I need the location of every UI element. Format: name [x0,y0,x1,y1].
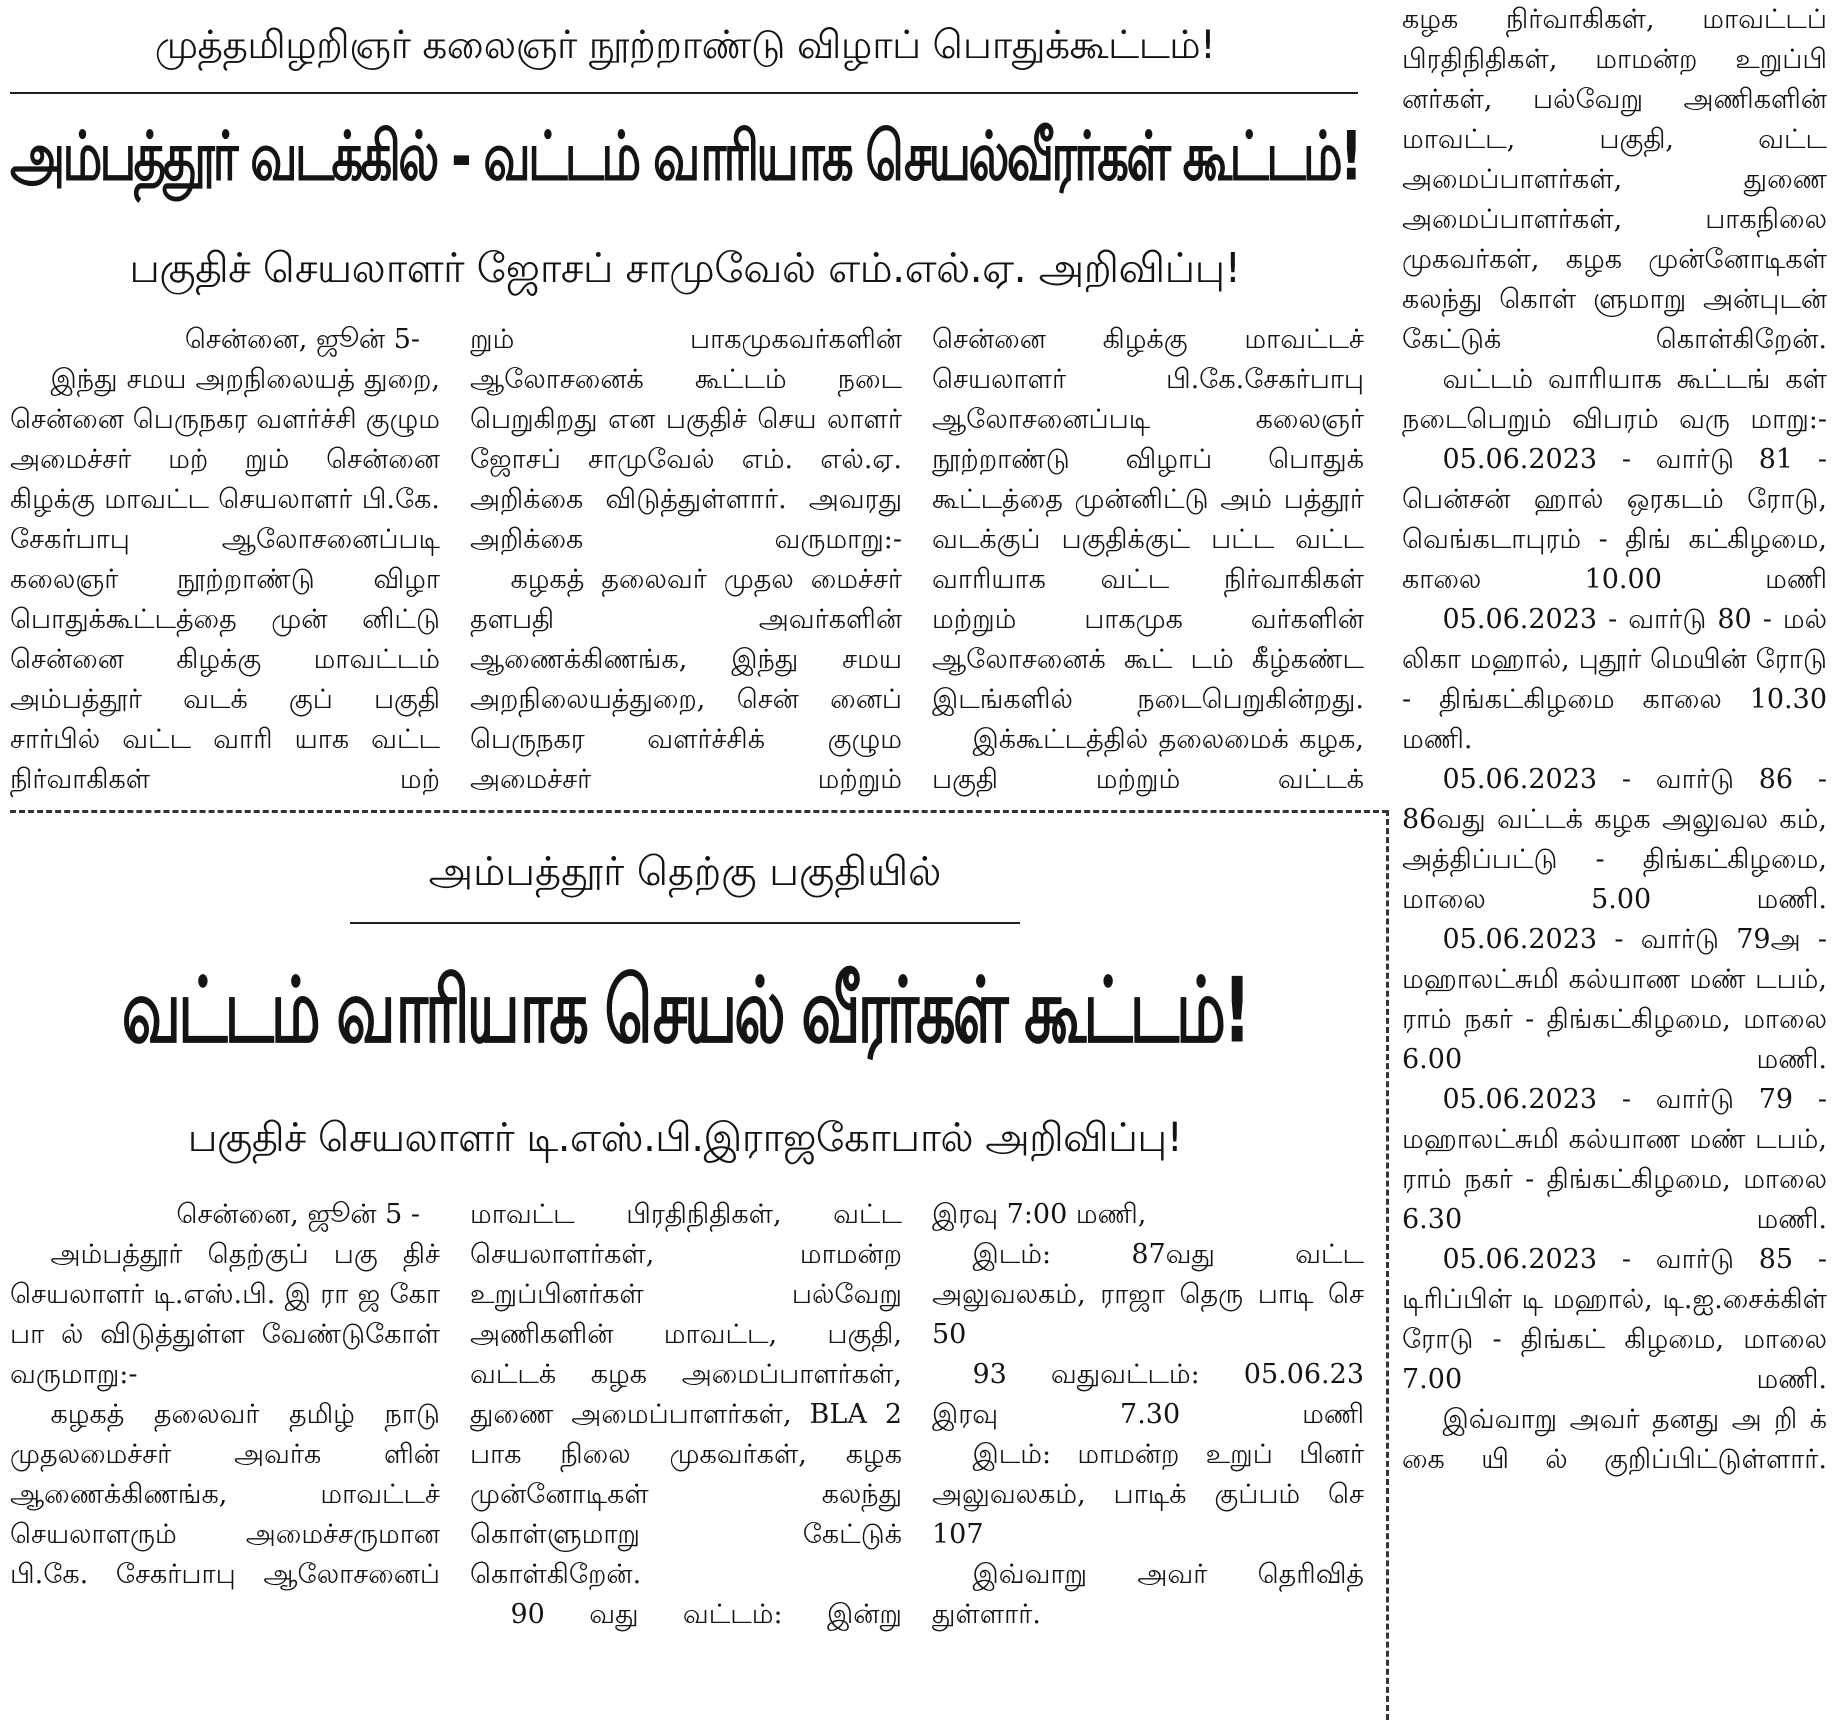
article2-paragraph: 90 வது வட்டம்: இன்று [510,1599,902,1630]
article1-closing: இவ்வாறு அவர் தனது அ றி க் கை யி ல் குறிப்பிட்டுள்ளார். [1402,1404,1827,1475]
schedule-entry: 05.06.2023 - வார்டு 80 - மல் லிகா மஹால், புதூர் மெயின் ரோடு - திங்கட்கிழமை காலை 10.30 மணி. [1402,604,1827,755]
article2-paragraph: இடம்: 87வது வட்ட அலுவலகம், ராஜா தெரு பாடி செ 50 [932,1239,1364,1350]
article2-column-1 [10,1195,440,1595]
article2-column-3 [932,1195,1364,1635]
article1-paragraph: சென்னை கிழக்கு மாவட்டச் செயலாளர் பி.கே.சேகர்பாபு ஆலோசனைப்படி கலைஞர் நூற்றாண்டு விழாப் பொதுக் கூட்டத்தை முன்னிட்டு அம் பத்தூர் வடக்குப் பகுதிக்குட் பட்ட வட்ட வாரியாக வட்ட நிர்வாகிகள் மற்றும் பாகமுக வர்களின் ஆலோசனைக் கூட் டம் கீழ்கண்ட இடங்களில் நடைபெறுகின்றது. [932,324,1364,715]
article1-column-3 [932,320,1364,800]
article2-paragraph: இடம்: மாமன்ற உறுப் பினர் அலுவலகம், பாடிக் குப்பம் செ 107 [932,1439,1364,1550]
article1-kicker: முத்தமிழறிஞர் கலைஞர் நூற்றாண்டு விழாப் பொதுக்கூட்டம்! [154,23,1216,68]
article2-box-top-border [10,810,1388,813]
article2-column-2 [470,1195,902,1635]
article1-column-4 [1402,0,1827,1480]
article1-paragraph: கழகத் தலைவர் முதல மைச்சர் தளபதி அவர்களின் ஆணைக்கிணங்க, இந்து சமய அறநிலையத்துறை, சென் னைப் பெருநகர வளர்ச்சிக் குழும அமைச்சர் மற்றும் [470,564,902,795]
article2-box-right-border [1386,810,1389,1720]
article1-subheadline: பகுதிச் செயலாளர் ஜோசப் சாமுவேல் எம்.எல்.ஏ. அறிவிப்பு! [129,244,1241,292]
article2-paragraph: மாவட்ட பிரதிநிதிகள், வட்ட செயலாளர்கள், மாமன்ற உறுப்பினர்கள் பல்வேறு அணிகளின் மாவட்ட, பகுதி, வட்டக் கழக அமைப்பாளர்கள், துணை அமைப்பாளர்கள், BLA 2 பாக நிலை முகவர்கள், கழக முன்னோடிகள் கலந்து கொள்ளுமாறு கேட்டுக் கொள்கிறேன். [470,1199,902,1590]
article1-paragraph: இந்து சமய அறநிலையத் துறை, சென்னை பெருநகர வளர்ச்சி குழும அமைச்சர் மற் றும் சென்னை கிழக்கு மாவட்ட செயலாளர் பி.கே. சேகர்பாபு ஆலோசனைப்படி கலைஞர் நூற்றாண்டு விழா பொதுக்கூட்டத்தை முன் னிட்டு சென்னை கிழக்கு மாவட்டம் அம்பத்தூர் வடக் குப் பகுதி சார்பில் வட்ட வாரி யாக வட்ட நிர்வாகிகள் மற் [10,364,440,795]
article1-dateline: சென்னை, ஜூன் 5- [184,324,420,355]
article2-dateline: சென்னை, ஜூன் 5 - [176,1199,420,1230]
article2-paragraph: கழகத் தலைவர் தமிழ் நாடு முதலமைச்சர் அவர்க ளின் ஆணைக்கிணங்க, மாவட்டச் செயலாளரும் அமைச்சருமான பி.கே. சேகர்பாபு ஆலோசனைப் [10,1399,440,1590]
article1-paragraph: கழக நிர்வாகிகள், மாவட்டப் பிரதிநிதிகள், மாமன்ற உறுப்பி னர்கள், பல்வேறு அணிகளின் மாவட்ட, பகுதி, வட்ட அமைப்பாளர்கள், துணை அமைப்பாளர்கள், பாகநிலை முகவர்கள், கழக முன்னோடிகள் கலந்து கொள் ளுமாறு அன்புடன் கேட்டுக் கொள்கிறேன். [1402,4,1827,355]
schedule-entry: 05.06.2023 - வார்டு 79 - மஹாலட்சுமி கல்யாண மண் டபம், ராம் நகர் - திங்கட்கிழமை, மாலை 6.30 மணி. [1402,1084,1827,1235]
article2-paragraph: அம்பத்தூர் தெற்குப் பகு திச் செயலாளர் டி.எஸ்.பி. இ ரா ஜ கோ பா ல் விடுத்துள்ள வேண்டுகோள் வருமாறு:- [10,1239,440,1390]
article1-paragraph: இக்கூட்டத்தில் தலைமைக் கழக, பகுதி மற்றும் வட்டக் [932,724,1364,795]
article2-kicker: அம்பத்தூர் தெற்கு பகுதியில் [428,849,942,895]
article2-subheadline: பகுதிச் செயலாளர் டி.எஸ்.பி.இராஜகோபால் அறிவிப்பு! [187,1115,1183,1161]
schedule-entry: 05.06.2023 - வார்டு 85 - டிரிப்பிள் டி மஹால், டி.ஐ.சைக்கிள் ரோடு - திங்கட் கிழமை, மாலை 7.00 மணி. [1402,1244,1827,1395]
schedule-entry: 05.06.2023 - வார்டு 86 - 86வது வட்டக் கழக அலுவல கம், அத்திப்பட்டு - திங்கட்கிழமை, மாலை 5.00 மணி. [1402,764,1827,915]
article1-paragraph: வட்டம் வாரியாக கூட்டங் கள் நடைபெறும் விபரம் வரு மாறு:- [1402,364,1827,435]
article2-closing: இவ்வாறு அவர் தெரிவித் துள்ளார். [932,1559,1364,1630]
article1-column-2 [470,320,902,800]
article2-paragraph: இரவு 7:00 மணி, [932,1199,1147,1230]
article1-headline: அம்பத்தூர் வடக்கில் - வட்டம் வாரியாக செயல்வீரர்கள் கூட்டம்! [10,117,1360,196]
article1-paragraph: றும் பாகமுகவர்களின் ஆலோசனைக் கூட்டம் நடை பெறுகிறது என பகுதிச் செய லாளர் ஜோசப் சாமுவேல் எம். எல்.ஏ. அறிக்கை விடுத்துள்ளார். அவரது அறிக்கை வருமாறு:- [470,324,902,555]
schedule-entry: 05.06.2023 - வார்டு 79அ - மஹாலட்சுமி கல்யாண மண் டபம், ராம் நகர் - திங்கட்கிழமை, மாலை 6.00 மணி. [1402,924,1827,1075]
article1-column-1 [10,320,440,800]
article2-headline: வட்டம் வாரியாக செயல் வீரர்கள் கூட்டம்! [121,957,1249,1064]
article2-paragraph: 93 வதுவட்டம்: 05.06.23 இரவு 7.30 மணி [932,1359,1364,1430]
schedule-entry: 05.06.2023 - வார்டு 81 - பென்சன் ஹால் ஒரகடம் ரோடு, வெங்கடாபுரம் - திங் கட்கிழமை, காலை 10.00 மணி [1402,444,1827,595]
